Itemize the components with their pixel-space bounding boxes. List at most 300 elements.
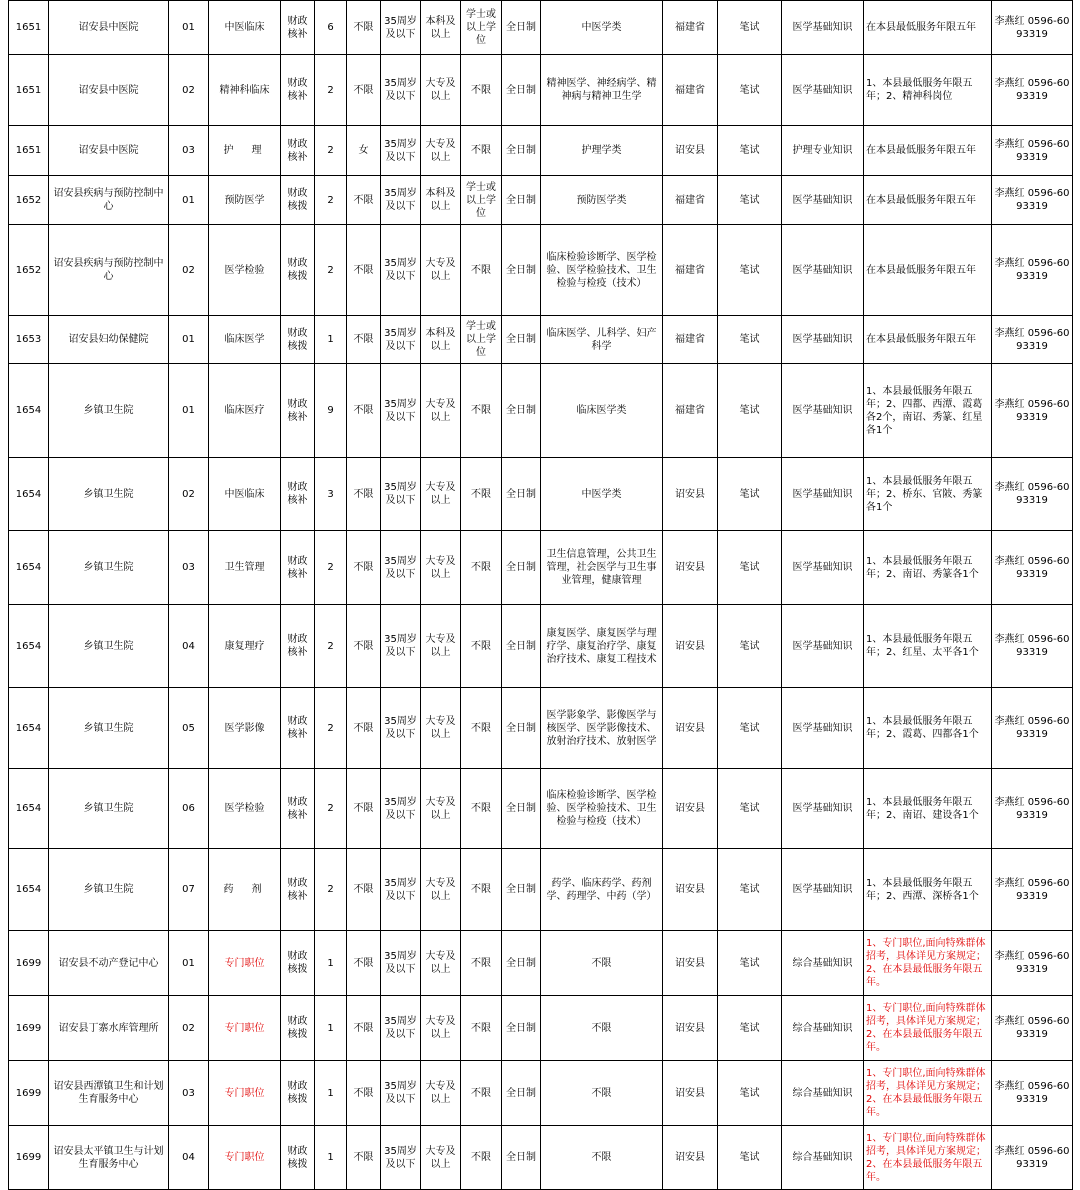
- recruitment-table-sheet: [8, 0, 1073, 1190]
- education-cell: 本科及以上: [421, 176, 461, 225]
- contact-cell: 李燕红 0596-6093319: [992, 1, 1073, 55]
- education-cell: 大专及以上: [421, 605, 461, 688]
- study-mode-cell: 全日制: [502, 316, 541, 364]
- contact-cell: 李燕红 0596-6093319: [992, 1061, 1073, 1126]
- major-cell: 临床检验诊断学、医学检验、医学检验技术、卫生检验与检疫（技术）: [541, 225, 663, 316]
- study-mode-cell: 全日制: [502, 531, 541, 605]
- age-requirement-cell: 35周岁及以下: [381, 316, 421, 364]
- job-code-cell: 1652: [9, 176, 49, 225]
- degree-cell: 不限: [461, 1061, 502, 1126]
- household-origin-cell: 福建省: [663, 55, 718, 126]
- table-row: [9, 605, 1073, 688]
- contact-cell: 李燕红 0596-6093319: [992, 55, 1073, 126]
- contact-cell: 李燕红 0596-6093319: [992, 225, 1073, 316]
- table-row: [9, 996, 1073, 1061]
- age-requirement-cell: 35周岁及以下: [381, 364, 421, 458]
- major-cell: 临床检验诊断学、医学检验、医学检验技术、卫生检验与检疫（技术）: [541, 769, 663, 849]
- major-cell: 不限: [541, 1126, 663, 1190]
- unit-name-cell: 诏安县疾病与预防控制中心: [49, 225, 169, 316]
- position-title-cell: 临床医学: [209, 316, 281, 364]
- headcount-cell: 1: [315, 996, 347, 1061]
- degree-cell: 不限: [461, 225, 502, 316]
- degree-cell: 不限: [461, 769, 502, 849]
- household-origin-cell: 福建省: [663, 176, 718, 225]
- position-title-cell: 专门职位: [209, 1061, 281, 1126]
- job-code-cell: 1654: [9, 769, 49, 849]
- job-code-cell: 1653: [9, 316, 49, 364]
- age-requirement-cell: 35周岁及以下: [381, 55, 421, 126]
- age-requirement-cell: 35周岁及以下: [381, 769, 421, 849]
- funding-type-cell: 财政核拨: [281, 176, 315, 225]
- exam-method-cell: 笔试: [718, 458, 782, 531]
- major-cell: 不限: [541, 1061, 663, 1126]
- job-code-cell: 1654: [9, 688, 49, 769]
- contact-cell: 李燕红 0596-6093319: [992, 316, 1073, 364]
- study-mode-cell: 全日制: [502, 458, 541, 531]
- headcount-cell: 2: [315, 605, 347, 688]
- exam-subject-cell: 医学基础知识: [782, 1, 864, 55]
- position-code-cell: 03: [169, 531, 209, 605]
- table-row: [9, 225, 1073, 316]
- position-title-cell: 中医临床: [209, 1, 281, 55]
- headcount-cell: 1: [315, 316, 347, 364]
- degree-cell: 不限: [461, 849, 502, 931]
- table-row: [9, 849, 1073, 931]
- funding-type-cell: 财政核补: [281, 458, 315, 531]
- job-code-cell: 1654: [9, 364, 49, 458]
- position-title-cell: 医学影像: [209, 688, 281, 769]
- position-code-cell: 02: [169, 225, 209, 316]
- gender-cell: 不限: [347, 458, 381, 531]
- education-cell: 大专及以上: [421, 225, 461, 316]
- degree-cell: 不限: [461, 531, 502, 605]
- remarks-cell: 在本县最低服务年限五年: [864, 126, 992, 176]
- major-cell: 中医学类: [541, 458, 663, 531]
- unit-name-cell: 诏安县中医院: [49, 126, 169, 176]
- exam-method-cell: 笔试: [718, 849, 782, 931]
- remarks-cell: 1、本县最低服务年限五年；2、南诏、秀篆各1个: [864, 531, 992, 605]
- unit-name-cell: 乡镇卫生院: [49, 769, 169, 849]
- age-requirement-cell: 35周岁及以下: [381, 605, 421, 688]
- remarks-cell: 1、本县最低服务年限五年；2、精神科岗位: [864, 55, 992, 126]
- gender-cell: 不限: [347, 55, 381, 126]
- exam-subject-cell: 医学基础知识: [782, 531, 864, 605]
- funding-type-cell: 财政核补: [281, 364, 315, 458]
- table-row: [9, 1061, 1073, 1126]
- exam-subject-cell: 医学基础知识: [782, 849, 864, 931]
- study-mode-cell: 全日制: [502, 176, 541, 225]
- remarks-cell: 1、本县最低服务年限五年；2、西潭、深桥各1个: [864, 849, 992, 931]
- exam-subject-cell: 医学基础知识: [782, 458, 864, 531]
- headcount-cell: 2: [315, 55, 347, 126]
- age-requirement-cell: 35周岁及以下: [381, 931, 421, 996]
- study-mode-cell: 全日制: [502, 849, 541, 931]
- remarks-cell: 1、专门职位,面向特殊群体招考，具体详见方案规定；2、在本县最低服务年限五年。: [864, 996, 992, 1061]
- major-cell: 药学、临床药学、药剂学、药理学、中药（学）: [541, 849, 663, 931]
- education-cell: 大专及以上: [421, 531, 461, 605]
- unit-name-cell: 乡镇卫生院: [49, 849, 169, 931]
- gender-cell: 不限: [347, 769, 381, 849]
- age-requirement-cell: 35周岁及以下: [381, 126, 421, 176]
- contact-cell: 李燕红 0596-6093319: [992, 769, 1073, 849]
- major-cell: 不限: [541, 931, 663, 996]
- exam-method-cell: 笔试: [718, 1061, 782, 1126]
- table-row: [9, 1, 1073, 55]
- gender-cell: 不限: [347, 931, 381, 996]
- exam-method-cell: 笔试: [718, 605, 782, 688]
- degree-cell: 不限: [461, 364, 502, 458]
- headcount-cell: 2: [315, 849, 347, 931]
- position-title-cell: 专门职位: [209, 931, 281, 996]
- headcount-cell: 1: [315, 1061, 347, 1126]
- household-origin-cell: 诏安县: [663, 1061, 718, 1126]
- education-cell: 大专及以上: [421, 364, 461, 458]
- household-origin-cell: 诏安县: [663, 849, 718, 931]
- table-row: [9, 458, 1073, 531]
- exam-subject-cell: 医学基础知识: [782, 769, 864, 849]
- contact-cell: 李燕红 0596-6093319: [992, 364, 1073, 458]
- position-code-cell: 02: [169, 55, 209, 126]
- major-cell: 康复医学、康复医学与理疗学、康复治疗学、康复治疗技术、康复工程技术: [541, 605, 663, 688]
- unit-name-cell: 诏安县不动产登记中心: [49, 931, 169, 996]
- education-cell: 本科及以上: [421, 1, 461, 55]
- remarks-cell: 1、专门职位,面向特殊群体招考，具体详见方案规定；2、在本县最低服务年限五年。: [864, 1061, 992, 1126]
- exam-subject-cell: 医学基础知识: [782, 225, 864, 316]
- exam-subject-cell: 医学基础知识: [782, 316, 864, 364]
- funding-type-cell: 财政核拨: [281, 996, 315, 1061]
- study-mode-cell: 全日制: [502, 688, 541, 769]
- funding-type-cell: 财政核补: [281, 55, 315, 126]
- household-origin-cell: 福建省: [663, 364, 718, 458]
- exam-subject-cell: 医学基础知识: [782, 688, 864, 769]
- household-origin-cell: 诏安县: [663, 458, 718, 531]
- contact-cell: 李燕红 0596-6093319: [992, 126, 1073, 176]
- remarks-cell: 在本县最低服务年限五年: [864, 225, 992, 316]
- gender-cell: 不限: [347, 1, 381, 55]
- major-cell: 卫生信息管理，公共卫生管理，社会医学与卫生事业管理，健康管理: [541, 531, 663, 605]
- headcount-cell: 2: [315, 531, 347, 605]
- gender-cell: 不限: [347, 1126, 381, 1190]
- headcount-cell: 2: [315, 126, 347, 176]
- major-cell: 不限: [541, 996, 663, 1061]
- gender-cell: 不限: [347, 364, 381, 458]
- degree-cell: 不限: [461, 605, 502, 688]
- contact-cell: 李燕红 0596-6093319: [992, 458, 1073, 531]
- study-mode-cell: 全日制: [502, 126, 541, 176]
- job-code-cell: 1652: [9, 225, 49, 316]
- exam-method-cell: 笔试: [718, 364, 782, 458]
- headcount-cell: 1: [315, 1126, 347, 1190]
- exam-subject-cell: 医学基础知识: [782, 55, 864, 126]
- major-cell: 预防医学类: [541, 176, 663, 225]
- age-requirement-cell: 35周岁及以下: [381, 1061, 421, 1126]
- unit-name-cell: 乡镇卫生院: [49, 458, 169, 531]
- education-cell: 大专及以上: [421, 1061, 461, 1126]
- headcount-cell: 6: [315, 1, 347, 55]
- job-code-cell: 1651: [9, 126, 49, 176]
- study-mode-cell: 全日制: [502, 225, 541, 316]
- unit-name-cell: 乡镇卫生院: [49, 688, 169, 769]
- degree-cell: 学士或以上学位: [461, 316, 502, 364]
- exam-subject-cell: 综合基础知识: [782, 931, 864, 996]
- education-cell: 大专及以上: [421, 769, 461, 849]
- headcount-cell: 3: [315, 458, 347, 531]
- study-mode-cell: 全日制: [502, 55, 541, 126]
- degree-cell: 学士或以上学位: [461, 176, 502, 225]
- household-origin-cell: 福建省: [663, 316, 718, 364]
- job-code-cell: 1654: [9, 458, 49, 531]
- position-code-cell: 01: [169, 1, 209, 55]
- job-code-cell: 1654: [9, 849, 49, 931]
- position-code-cell: 01: [169, 364, 209, 458]
- degree-cell: 不限: [461, 996, 502, 1061]
- exam-subject-cell: 综合基础知识: [782, 996, 864, 1061]
- position-code-cell: 01: [169, 176, 209, 225]
- household-origin-cell: 诏安县: [663, 1126, 718, 1190]
- funding-type-cell: 财政核拨: [281, 1126, 315, 1190]
- table-row: [9, 931, 1073, 996]
- study-mode-cell: 全日制: [502, 769, 541, 849]
- age-requirement-cell: 35周岁及以下: [381, 996, 421, 1061]
- funding-type-cell: 财政核补: [281, 531, 315, 605]
- unit-name-cell: 乡镇卫生院: [49, 605, 169, 688]
- exam-subject-cell: 医学基础知识: [782, 176, 864, 225]
- major-cell: 精神医学、神经病学、精神病与精神卫生学: [541, 55, 663, 126]
- exam-method-cell: 笔试: [718, 931, 782, 996]
- position-title-cell: 医学检验: [209, 225, 281, 316]
- degree-cell: 学士或以上学位: [461, 1, 502, 55]
- education-cell: 大专及以上: [421, 849, 461, 931]
- major-cell: 中医学类: [541, 1, 663, 55]
- headcount-cell: 1: [315, 931, 347, 996]
- exam-subject-cell: 护理专业知识: [782, 126, 864, 176]
- funding-type-cell: 财政核补: [281, 769, 315, 849]
- remarks-cell: 1、专门职位,面向特殊群体招考，具体详见方案规定；2、在本县最低服务年限五年。: [864, 931, 992, 996]
- gender-cell: 不限: [347, 849, 381, 931]
- gender-cell: 不限: [347, 996, 381, 1061]
- recruitment-table: [8, 0, 1073, 1190]
- education-cell: 大专及以上: [421, 458, 461, 531]
- table-row: [9, 316, 1073, 364]
- funding-type-cell: 财政核补: [281, 605, 315, 688]
- table-row: [9, 364, 1073, 458]
- position-code-cell: 07: [169, 849, 209, 931]
- contact-cell: 李燕红 0596-6093319: [992, 1126, 1073, 1190]
- contact-cell: 李燕红 0596-6093319: [992, 176, 1073, 225]
- exam-method-cell: 笔试: [718, 1126, 782, 1190]
- position-code-cell: 01: [169, 931, 209, 996]
- degree-cell: 不限: [461, 1126, 502, 1190]
- education-cell: 大专及以上: [421, 996, 461, 1061]
- funding-type-cell: 财政核补: [281, 849, 315, 931]
- unit-name-cell: 诏安县太平镇卫生与计划生育服务中心: [49, 1126, 169, 1190]
- position-title-cell: 临床医疗: [209, 364, 281, 458]
- gender-cell: 不限: [347, 531, 381, 605]
- position-title-cell: 康复理疗: [209, 605, 281, 688]
- unit-name-cell: 乡镇卫生院: [49, 531, 169, 605]
- position-code-cell: 04: [169, 605, 209, 688]
- headcount-cell: 2: [315, 769, 347, 849]
- exam-method-cell: 笔试: [718, 176, 782, 225]
- table-row: [9, 688, 1073, 769]
- exam-method-cell: 笔试: [718, 126, 782, 176]
- funding-type-cell: 财政核补: [281, 126, 315, 176]
- education-cell: 本科及以上: [421, 316, 461, 364]
- age-requirement-cell: 35周岁及以下: [381, 1, 421, 55]
- household-origin-cell: 福建省: [663, 1, 718, 55]
- funding-type-cell: 财政核拨: [281, 316, 315, 364]
- household-origin-cell: 诏安县: [663, 605, 718, 688]
- position-title-cell: 预防医学: [209, 176, 281, 225]
- remarks-cell: 1、本县最低服务年限五年；2、四都、西潭、霞葛各2个，南诏、秀篆、红星各1个: [864, 364, 992, 458]
- remarks-cell: 在本县最低服务年限五年: [864, 176, 992, 225]
- household-origin-cell: 诏安县: [663, 931, 718, 996]
- headcount-cell: 2: [315, 225, 347, 316]
- contact-cell: 李燕红 0596-6093319: [992, 931, 1073, 996]
- unit-name-cell: 诏安县中医院: [49, 1, 169, 55]
- position-title-cell: 卫生管理: [209, 531, 281, 605]
- table-row: [9, 176, 1073, 225]
- position-code-cell: 03: [169, 1061, 209, 1126]
- household-origin-cell: 诏安县: [663, 769, 718, 849]
- position-code-cell: 04: [169, 1126, 209, 1190]
- remarks-cell: 1、本县最低服务年限五年；2、南诏、建设各1个: [864, 769, 992, 849]
- degree-cell: 不限: [461, 931, 502, 996]
- exam-method-cell: 笔试: [718, 996, 782, 1061]
- household-origin-cell: 诏安县: [663, 996, 718, 1061]
- job-code-cell: 1654: [9, 531, 49, 605]
- contact-cell: 李燕红 0596-6093319: [992, 531, 1073, 605]
- position-code-cell: 02: [169, 458, 209, 531]
- funding-type-cell: 财政核拨: [281, 225, 315, 316]
- position-code-cell: 03: [169, 126, 209, 176]
- exam-method-cell: 笔试: [718, 55, 782, 126]
- position-code-cell: 01: [169, 316, 209, 364]
- position-title-cell: 精神科临床: [209, 55, 281, 126]
- study-mode-cell: 全日制: [502, 1126, 541, 1190]
- education-cell: 大专及以上: [421, 688, 461, 769]
- study-mode-cell: 全日制: [502, 605, 541, 688]
- remarks-cell: 在本县最低服务年限五年: [864, 316, 992, 364]
- table-body: [9, 1, 1073, 1190]
- unit-name-cell: 诏安县西潭镇卫生和计划生育服务中心: [49, 1061, 169, 1126]
- headcount-cell: 2: [315, 688, 347, 769]
- position-code-cell: 05: [169, 688, 209, 769]
- education-cell: 大专及以上: [421, 126, 461, 176]
- remarks-cell: 在本县最低服务年限五年: [864, 1, 992, 55]
- exam-subject-cell: 综合基础知识: [782, 1126, 864, 1190]
- household-origin-cell: 诏安县: [663, 531, 718, 605]
- table-row: [9, 55, 1073, 126]
- unit-name-cell: 乡镇卫生院: [49, 364, 169, 458]
- funding-type-cell: 财政核拨: [281, 1061, 315, 1126]
- study-mode-cell: 全日制: [502, 996, 541, 1061]
- major-cell: 临床医学、儿科学、妇产科学: [541, 316, 663, 364]
- position-title-cell: 专门职位: [209, 1126, 281, 1190]
- study-mode-cell: 全日制: [502, 931, 541, 996]
- education-cell: 大专及以上: [421, 55, 461, 126]
- household-origin-cell: 诏安县: [663, 688, 718, 769]
- age-requirement-cell: 35周岁及以下: [381, 176, 421, 225]
- age-requirement-cell: 35周岁及以下: [381, 458, 421, 531]
- job-code-cell: 1651: [9, 1, 49, 55]
- headcount-cell: 9: [315, 364, 347, 458]
- table-row: [9, 531, 1073, 605]
- position-title-cell: 护 理: [209, 126, 281, 176]
- education-cell: 大专及以上: [421, 1126, 461, 1190]
- degree-cell: 不限: [461, 126, 502, 176]
- gender-cell: 女: [347, 126, 381, 176]
- age-requirement-cell: 35周岁及以下: [381, 531, 421, 605]
- exam-subject-cell: 综合基础知识: [782, 1061, 864, 1126]
- major-cell: 护理学类: [541, 126, 663, 176]
- funding-type-cell: 财政核补: [281, 1, 315, 55]
- gender-cell: 不限: [347, 176, 381, 225]
- table-row: [9, 769, 1073, 849]
- job-code-cell: 1699: [9, 931, 49, 996]
- exam-method-cell: 笔试: [718, 316, 782, 364]
- table-row: [9, 1126, 1073, 1190]
- degree-cell: 不限: [461, 688, 502, 769]
- exam-subject-cell: 医学基础知识: [782, 364, 864, 458]
- job-code-cell: 1699: [9, 996, 49, 1061]
- remarks-cell: 1、本县最低服务年限五年；2、霞葛、四都各1个: [864, 688, 992, 769]
- exam-method-cell: 笔试: [718, 225, 782, 316]
- contact-cell: 李燕红 0596-6093319: [992, 688, 1073, 769]
- position-title-cell: 中医临床: [209, 458, 281, 531]
- funding-type-cell: 财政核补: [281, 688, 315, 769]
- unit-name-cell: 诏安县中医院: [49, 55, 169, 126]
- study-mode-cell: 全日制: [502, 1, 541, 55]
- table-row: [9, 126, 1073, 176]
- exam-method-cell: 笔试: [718, 688, 782, 769]
- study-mode-cell: 全日制: [502, 364, 541, 458]
- age-requirement-cell: 35周岁及以下: [381, 688, 421, 769]
- household-origin-cell: 福建省: [663, 225, 718, 316]
- remarks-cell: 1、本县最低服务年限五年；2、桥东、官陂、秀篆各1个: [864, 458, 992, 531]
- major-cell: 医学影象学、影像医学与核医学、医学影像技术、放射治疗技术、放射医学: [541, 688, 663, 769]
- job-code-cell: 1699: [9, 1061, 49, 1126]
- unit-name-cell: 诏安县疾病与预防控制中心: [49, 176, 169, 225]
- exam-method-cell: 笔试: [718, 769, 782, 849]
- gender-cell: 不限: [347, 1061, 381, 1126]
- age-requirement-cell: 35周岁及以下: [381, 225, 421, 316]
- position-title-cell: 药 剂: [209, 849, 281, 931]
- gender-cell: 不限: [347, 605, 381, 688]
- remarks-cell: 1、本县最低服务年限五年；2、红星、太平各1个: [864, 605, 992, 688]
- contact-cell: 李燕红 0596-6093319: [992, 996, 1073, 1061]
- major-cell: 临床医学类: [541, 364, 663, 458]
- job-code-cell: 1699: [9, 1126, 49, 1190]
- unit-name-cell: 诏安县妇幼保健院: [49, 316, 169, 364]
- remarks-cell: 1、专门职位,面向特殊群体招考，具体详见方案规定；2、在本县最低服务年限五年。: [864, 1126, 992, 1190]
- position-title-cell: 专门职位: [209, 996, 281, 1061]
- exam-method-cell: 笔试: [718, 531, 782, 605]
- gender-cell: 不限: [347, 688, 381, 769]
- contact-cell: 李燕红 0596-6093319: [992, 605, 1073, 688]
- degree-cell: 不限: [461, 55, 502, 126]
- household-origin-cell: 诏安县: [663, 126, 718, 176]
- position-title-cell: 医学检验: [209, 769, 281, 849]
- headcount-cell: 2: [315, 176, 347, 225]
- exam-subject-cell: 医学基础知识: [782, 605, 864, 688]
- position-code-cell: 02: [169, 996, 209, 1061]
- position-code-cell: 06: [169, 769, 209, 849]
- funding-type-cell: 财政核拨: [281, 931, 315, 996]
- age-requirement-cell: 35周岁及以下: [381, 849, 421, 931]
- age-requirement-cell: 35周岁及以下: [381, 1126, 421, 1190]
- degree-cell: 不限: [461, 458, 502, 531]
